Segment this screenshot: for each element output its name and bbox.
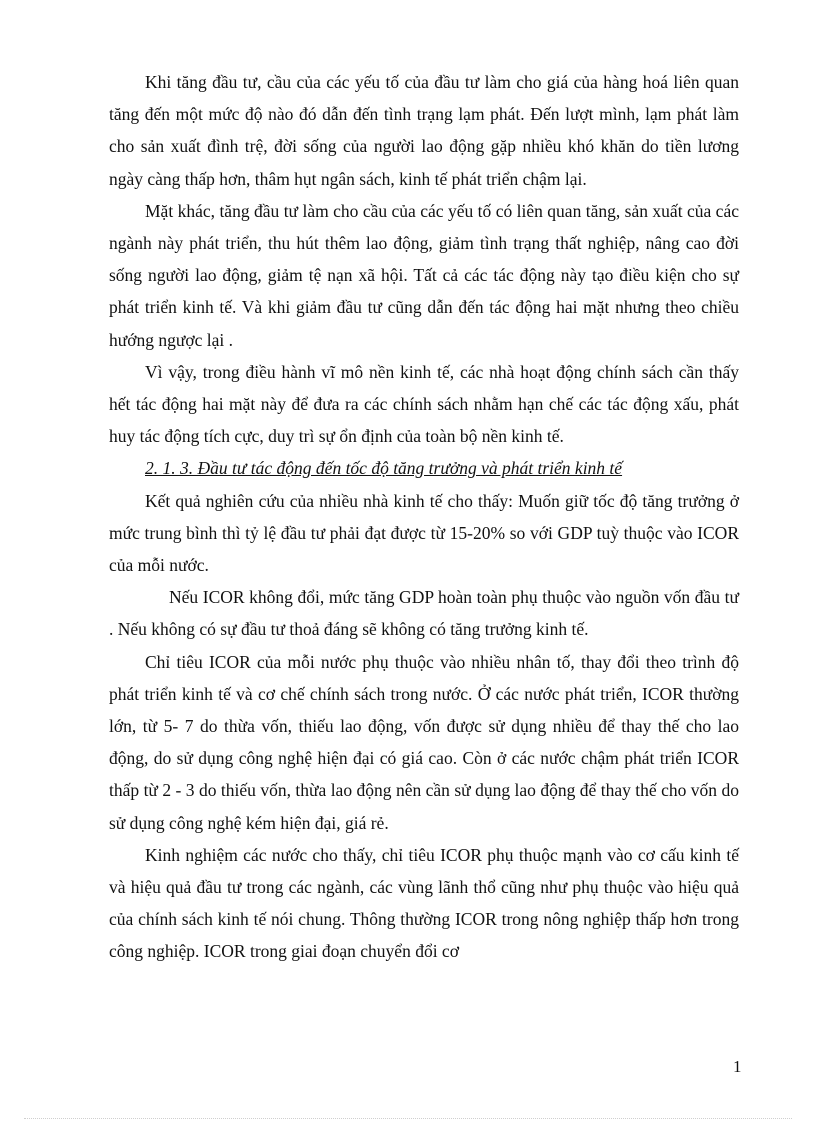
paragraph-country-experience: Kinh nghiệm các nước cho thấy, chỉ tiêu ICOR phụ thuộc mạnh vào cơ cấu kinh tế và hiệu quả đầu tư trong các ngành, các vùng lãnh thổ cũng như phụ thuộc vào hiệu quả của chính sách kinh tế nói chung. Thông thường ICOR trong nông nghiệp thấp hơn trong công nghiệp. ICOR trong giai đoạn chuyển đổi cơ bbox=[109, 844, 739, 962]
page-bottom-divider bbox=[24, 1118, 792, 1119]
document-body bbox=[109, 66, 739, 968]
paragraph-icor-constant: Nếu ICOR không đổi, mức tăng GDP hoàn toàn phụ thuộc vào nguồn vốn đầu tư . Nếu không có sự đầu tư thoả đáng sẽ không có tăng trưởng kinh tế. bbox=[109, 587, 739, 640]
paragraph-macro-policy: Vì vậy, trong điều hành vĩ mô nền kinh tế, các nhà hoạt động chính sách cần thấy hết tác động hai mặt này để đưa ra các chính sách nhằm hạn chế các tác động xấu, phát huy tác động tích cực, duy trì sự ổn định của toàn bộ nền kinh tế. bbox=[109, 361, 739, 447]
paragraph-icor-factors: Chỉ tiêu ICOR của mỗi nước phụ thuộc vào nhiều nhân tố, thay đổi theo trình độ phát triển kinh tế và cơ chế chính sách trong nước. Ở các nước phát triển, ICOR thường lớn, từ 5- 7 do thừa vốn, thiếu lao động, vốn được sử dụng nhiều để thay thế cho lao động, do sử dụng công nghệ hiện đại có giá cao. Còn ở các nước chậm phát triển ICOR thấp từ 2 - 3 do thiếu vốn, thừa lao động nên cần sử dụng lao động để thay thế cho vốn do sử dụng công nghệ kém hiện đại, giá rẻ. bbox=[109, 651, 739, 833]
page-number: 1 bbox=[733, 1057, 742, 1076]
section-heading: 2. 1. 3. Đầu tư tác động đến tốc độ tăng trưởng và phát triển kinh tế bbox=[145, 458, 623, 479]
paragraph-research-results: Kết quả nghiên cứu của nhiều nhà kinh tế cho thấy: Muốn giữ tốc độ tăng trưởng ở mức trung bình thì tỷ lệ đầu tư phải đạt được từ 15-20% so với GDP tuỳ thuộc vào ICOR của mỗi nước. bbox=[109, 490, 739, 576]
paragraph-positive-effect: Mặt khác, tăng đầu tư làm cho cầu của các yếu tố có liên quan tăng, sản xuất của các ngành này phát triển, thu hút thêm lao động, giảm tình trạng thất nghiệp, nâng cao đời sống người lao động, giảm tệ nạn xã hội. Tất cả các tác động này tạo điều kiện cho sự phát triển kinh tế. Và khi giảm đầu tư cũng dẫn đến tác động hai mặt nhưng theo chiều hướng ngược lại . bbox=[109, 200, 739, 350]
paragraph-inflation-effect: Khi tăng đầu tư, cầu của các yếu tố của đầu tư làm cho giá của hàng hoá liên quan tăng đến một mức độ nào đó dẫn đến tình trạng lạm phát. Đến lượt mình, lạm phát làm cho sản xuất đình trệ, đời sống của người lao động gặp nhiều khó khăn do tiền lương ngày càng thấp hơn, thâm hụt ngân sách, kinh tế phát triển chậm lại. bbox=[109, 72, 739, 189]
